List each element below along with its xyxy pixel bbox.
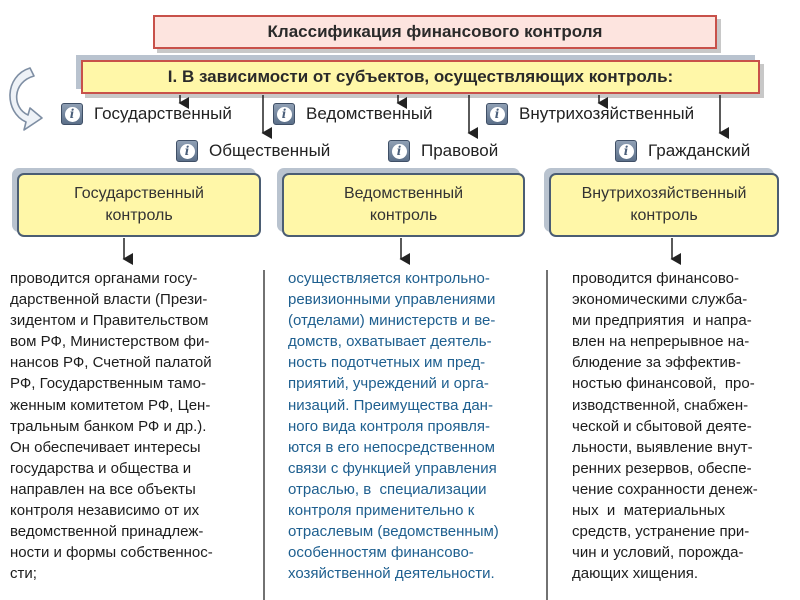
box-line: контроль — [369, 207, 438, 224]
type-public — [176, 140, 330, 162]
type-label: Гражданский — [648, 141, 751, 160]
info-icon[interactable]: i — [61, 103, 83, 125]
type-label: Государственный — [94, 104, 232, 123]
type-label: Общественный — [209, 141, 331, 160]
info-icon[interactable]: i — [615, 140, 637, 162]
type-civil — [615, 140, 750, 162]
type-label: Ведомственный — [306, 104, 433, 123]
box-line: контроль — [105, 207, 173, 224]
box-line: Государственный — [74, 185, 204, 202]
type-label: Правовой — [421, 141, 499, 160]
diagram-title: Классификация финансового контроля — [153, 15, 717, 49]
departmental-control-box — [282, 173, 525, 237]
type-legal — [388, 140, 498, 162]
type-internal — [486, 103, 694, 125]
info-icon[interactable]: i — [486, 103, 508, 125]
state-control-box — [17, 173, 261, 237]
type-departmental — [273, 103, 433, 125]
curved-arrow-icon — [0, 66, 44, 132]
internal-control-description: проводится финансово- экономическими служба- ми предприятия и напра- влен на непрерывное на- блюдение за эффектив- ностью финансовой, про- изводственной, снабжен- ческой и сбытовой деяте- льности, выявление внут- ренних резервов, обеспе- чение сохранности денеж- ных и материальных средств, устранение при- чин и условий, порожда- дающих хищения. — [572, 270, 758, 583]
info-icon[interactable]: i — [388, 140, 410, 162]
info-icon[interactable]: i — [176, 140, 198, 162]
box-line: Внутрихозяйственный — [581, 185, 747, 202]
info-icon[interactable]: i — [273, 103, 295, 125]
type-state — [61, 103, 232, 125]
box-line: Ведомственный — [343, 185, 464, 202]
classification-criterion: I. В зависимости от субъектов, осуществляющих контроль: — [81, 60, 760, 94]
state-control-description: проводится органами госу- дарственной власти (Прези- зидентом и Правительством вом РФ, Министерством фи- нансов РФ, Счетной палатой РФ, Государственным тамо- женным комитетом РФ, Цен- тральным банком РФ и др.). Он обеспечивает интересы государства и общества и направлен на все объекты контроля независимо от их ведомственной принадлеж- ности и формы собственнос- сти; — [10, 270, 213, 583]
departmental-control-description: осуществляется контрольно- ревизионными управлениями (отделами) министерств и ве- домств, охватывает деятель- ность подотчетных им пред- приятий, учреждений и орга- низаций. Преимущества дан- ного вида контроля проявля- ются в его непосредственном связи с функцией управления отраслью, в специализации контроля применительно к отраслевым (ведомственным) особенностям финансово- хозяйственной деятельности. — [288, 270, 499, 583]
internal-control-box — [549, 173, 779, 237]
type-label: Внутрихозяйственный — [519, 104, 695, 123]
box-line: контроль — [630, 207, 698, 224]
